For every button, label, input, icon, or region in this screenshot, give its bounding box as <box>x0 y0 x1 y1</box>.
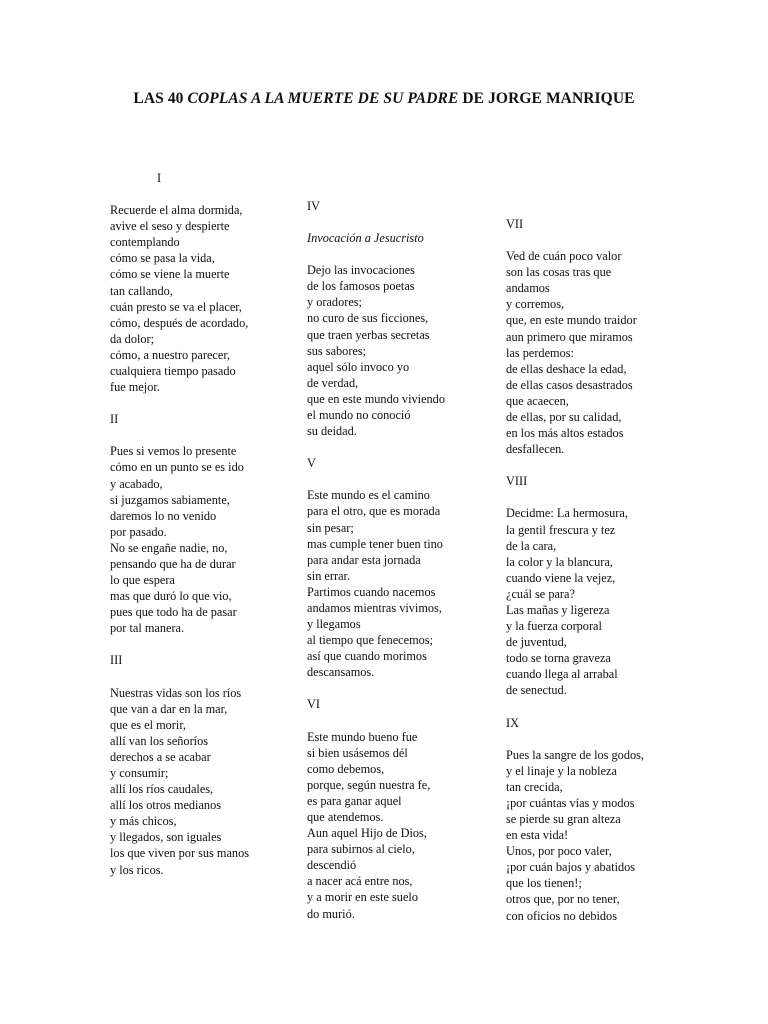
verse-line: Decidme: La hermosura, <box>506 506 628 521</box>
stanza <box>110 443 249 636</box>
stanza-number: I <box>157 171 162 185</box>
verse-line: en esta vida! <box>506 828 569 843</box>
verse-line: cualquiera tiempo pasado <box>110 364 236 379</box>
verse-line: si bien usásemos dél <box>307 745 408 760</box>
verse-line: aquel sólo invoco yo <box>307 359 410 374</box>
verse-line: para andar esta jornada <box>307 552 421 567</box>
verse-line: que es el morir, <box>110 717 186 732</box>
verse-line: y los ricos. <box>110 862 164 877</box>
verse-line: Las mañas y ligereza <box>506 602 610 617</box>
verse-line: no curo de sus ficciones, <box>307 311 429 326</box>
verse-line: allí los ríos caudales, <box>110 782 214 797</box>
verse-line: y llegados, son iguales <box>110 830 222 845</box>
stanza-spacer <box>506 457 644 473</box>
stanza-spacer <box>110 395 249 411</box>
verse-line: la color y la blancura, <box>506 554 613 569</box>
verse-line: Unos, por poco valer, <box>506 844 612 859</box>
verse-line: pensando que ha de durar <box>110 556 236 571</box>
verse-line: y más chicos, <box>110 814 177 829</box>
poem-column-1 <box>110 170 249 878</box>
verse-line: el mundo no conoció <box>307 408 411 423</box>
stanza <box>506 747 644 924</box>
verse-line: daremos lo no venido <box>110 508 217 523</box>
verse-line: contemplando <box>110 235 180 250</box>
verse-line: de verdad, <box>307 375 359 390</box>
verse-line: andamos mientras vivimos, <box>307 600 442 615</box>
verse-line: Recuerde el alma dormida, <box>110 203 243 218</box>
stanza-spacer <box>110 427 249 443</box>
verse-line: tan crecida, <box>506 779 563 794</box>
stanza-spacer <box>506 731 644 747</box>
verse-line: aun primero que miramos <box>506 329 633 344</box>
verse-line: fue mejor. <box>110 380 160 395</box>
stanza <box>110 685 249 878</box>
verse-line: de ellas deshace la edad, <box>506 361 627 376</box>
verse-line: cuando llega al arrabal <box>506 667 618 682</box>
verse-line: Este mundo es el camino <box>307 488 430 503</box>
verse-line: derechos a se acabar <box>110 749 211 764</box>
verse-line: así que cuando morimos <box>307 649 427 664</box>
stanza-spacer <box>307 214 445 230</box>
verse-line: ¡por cuántas vías y modos <box>506 795 635 810</box>
stanza-spacer <box>110 636 249 652</box>
verse-line: sus sabores; <box>307 343 367 358</box>
verse-line: son las cosas tras que <box>506 265 612 280</box>
verse-line: que en este mundo viviendo <box>307 391 445 406</box>
verse-line: y consumir; <box>110 766 169 780</box>
poem-column-3 <box>506 216 644 924</box>
verse-line: cuán presto se va el placer, <box>110 299 242 314</box>
verse-line: sin pesar; <box>307 520 354 535</box>
verse-line: cómo se viene la muerte <box>110 267 230 282</box>
verse-line: avive el seso y despierte <box>110 219 230 234</box>
title-suffix: DE JORGE MANRIQUE <box>458 90 635 107</box>
verse-line: Dejo las invocaciones <box>307 263 415 278</box>
verse-line: de la cara, <box>506 538 557 553</box>
verse-line: que acaecen, <box>506 393 569 408</box>
stanza-spacer <box>307 680 445 696</box>
stanza-number: II <box>110 412 119 427</box>
verse-line: es para ganar aquel <box>307 793 402 808</box>
stanza-spacer <box>506 699 644 715</box>
stanza <box>110 202 249 395</box>
verse-line: la gentil frescura y tez <box>506 522 616 537</box>
verse-line: pues que todo ha de pasar <box>110 605 237 620</box>
verse-line: cómo, después de acordado, <box>110 315 249 330</box>
stanza-spacer <box>307 439 445 455</box>
verse-line: Pues la sangre de los godos, <box>506 747 644 762</box>
stanza <box>307 262 445 439</box>
verse-line: de los famosos poetas <box>307 279 415 294</box>
verse-line: tan callando, <box>110 283 173 298</box>
verse-line: las perdemos: <box>506 345 574 360</box>
poem-column-2 <box>307 198 445 922</box>
title-italic-work: COPLAS A LA MUERTE DE SU PADRE <box>187 90 459 107</box>
verse-line: se pierde su gran alteza <box>506 812 621 826</box>
verse-line: allí los otros medianos <box>110 798 222 813</box>
verse-line: de senectud. <box>506 683 567 698</box>
verse-line: ¿cuál se para? <box>506 586 575 601</box>
verse-line: cómo, a nuestro parecer, <box>110 347 231 362</box>
stanza-number: VI <box>307 697 320 712</box>
verse-line: mas que duró lo que vio, <box>110 589 232 604</box>
verse-line: cuando viene la vejez, <box>506 570 616 585</box>
verse-line: todo se torna graveza <box>506 651 611 666</box>
verse-line: para subirnos al cielo, <box>307 842 415 857</box>
verse-line: con oficios no debidos <box>506 908 617 923</box>
stanza-number: III <box>110 653 123 668</box>
verse-line: por pasado. <box>110 524 167 539</box>
verse-line: y llegamos <box>307 617 361 632</box>
verse-line: de ellas casos desastrados <box>506 377 633 392</box>
stanza-spacer <box>307 246 445 262</box>
verse-line: en los más altos estados <box>506 426 624 441</box>
verse-line: que los tienen!; <box>506 876 582 891</box>
verse-line: para el otro, que es morada <box>307 504 441 519</box>
stanza-spacer <box>307 713 445 729</box>
verse-line: y oradores; <box>307 295 362 310</box>
verse-line: cómo se pasa la vida, <box>110 251 215 266</box>
verse-line: y la fuerza corporal <box>506 619 602 634</box>
stanza-spacer <box>506 489 644 505</box>
verse-line: mas cumple tener buen tino <box>307 536 443 551</box>
verse-line: y acabado, <box>110 476 163 491</box>
verse-line: los que viven por sus manos <box>110 846 250 861</box>
verse-line: da dolor; <box>110 331 155 346</box>
stanza-spacer <box>110 186 249 202</box>
verse-line: su deidad. <box>307 424 357 439</box>
stanza <box>506 248 644 457</box>
stanza-spacer <box>110 669 249 685</box>
verse-line: y el linaje y la nobleza <box>506 763 617 778</box>
stanza-number: IV <box>307 199 320 213</box>
verse-line: y corremos, <box>506 297 565 312</box>
verse-line: Pues si vemos lo presente <box>110 444 237 459</box>
verse-line: do murió. <box>307 906 355 921</box>
verse-line: No se engañe nadie, no, <box>110 540 228 555</box>
verse-line: ¡por cuán bajos y abatidos <box>506 860 636 875</box>
verse-line: al tiempo que fenecemos; <box>307 633 433 648</box>
stanza-number: V <box>307 456 316 471</box>
verse-line: si juzgamos sabiamente, <box>110 492 230 507</box>
stanza-number: IX <box>506 715 519 730</box>
verse-line: a nacer acá entre nos, <box>307 874 413 889</box>
verse-line: sin errar. <box>307 568 351 583</box>
page-title <box>0 90 768 108</box>
verse-line: desfallecen. <box>506 442 565 457</box>
stanza-number: VII <box>506 217 524 231</box>
verse-line: allí van los señoríos <box>110 733 209 748</box>
verse-line: y a morir en este suelo <box>307 890 418 905</box>
stanza-number: VIII <box>506 474 528 489</box>
stanza <box>506 505 644 698</box>
verse-line: andamos <box>506 281 550 296</box>
stanza-spacer <box>307 471 445 487</box>
verse-line: Ved de cuán poco valor <box>506 249 622 264</box>
verse-line: Nuestras vidas son los ríos <box>110 685 242 700</box>
verse-line: lo que espera <box>110 573 175 588</box>
verse-line: cómo en un punto se es ido <box>110 460 244 475</box>
verse-line: otros que, por no tener, <box>506 892 620 907</box>
stanza <box>307 729 445 922</box>
stanza-subtitle: Invocación a Jesucristo <box>307 231 424 246</box>
verse-line: de juventud, <box>506 635 567 650</box>
verse-line: Partimos cuando nacemos <box>307 584 436 599</box>
stanza <box>307 487 445 680</box>
verse-line: que van a dar en la mar, <box>110 701 228 716</box>
title-prefix: LAS 40 <box>133 90 188 107</box>
verse-line: descansamos. <box>307 665 375 680</box>
verse-line: que, en este mundo traidor <box>506 313 637 328</box>
verse-line: Aun aquel Hijo de Dios, <box>307 826 427 841</box>
verse-line: descendió <box>307 858 357 873</box>
verse-line: como debemos, <box>307 761 385 776</box>
stanza-spacer <box>506 232 644 248</box>
verse-line: porque, según nuestra fe, <box>307 777 431 792</box>
verse-line: que atendemos. <box>307 810 384 824</box>
verse-line: que traen yerbas secretas <box>307 327 430 342</box>
verse-line: por tal manera. <box>110 621 185 636</box>
verse-line: Este mundo bueno fue <box>307 729 418 744</box>
verse-line: de ellas, por su calidad, <box>506 410 622 425</box>
